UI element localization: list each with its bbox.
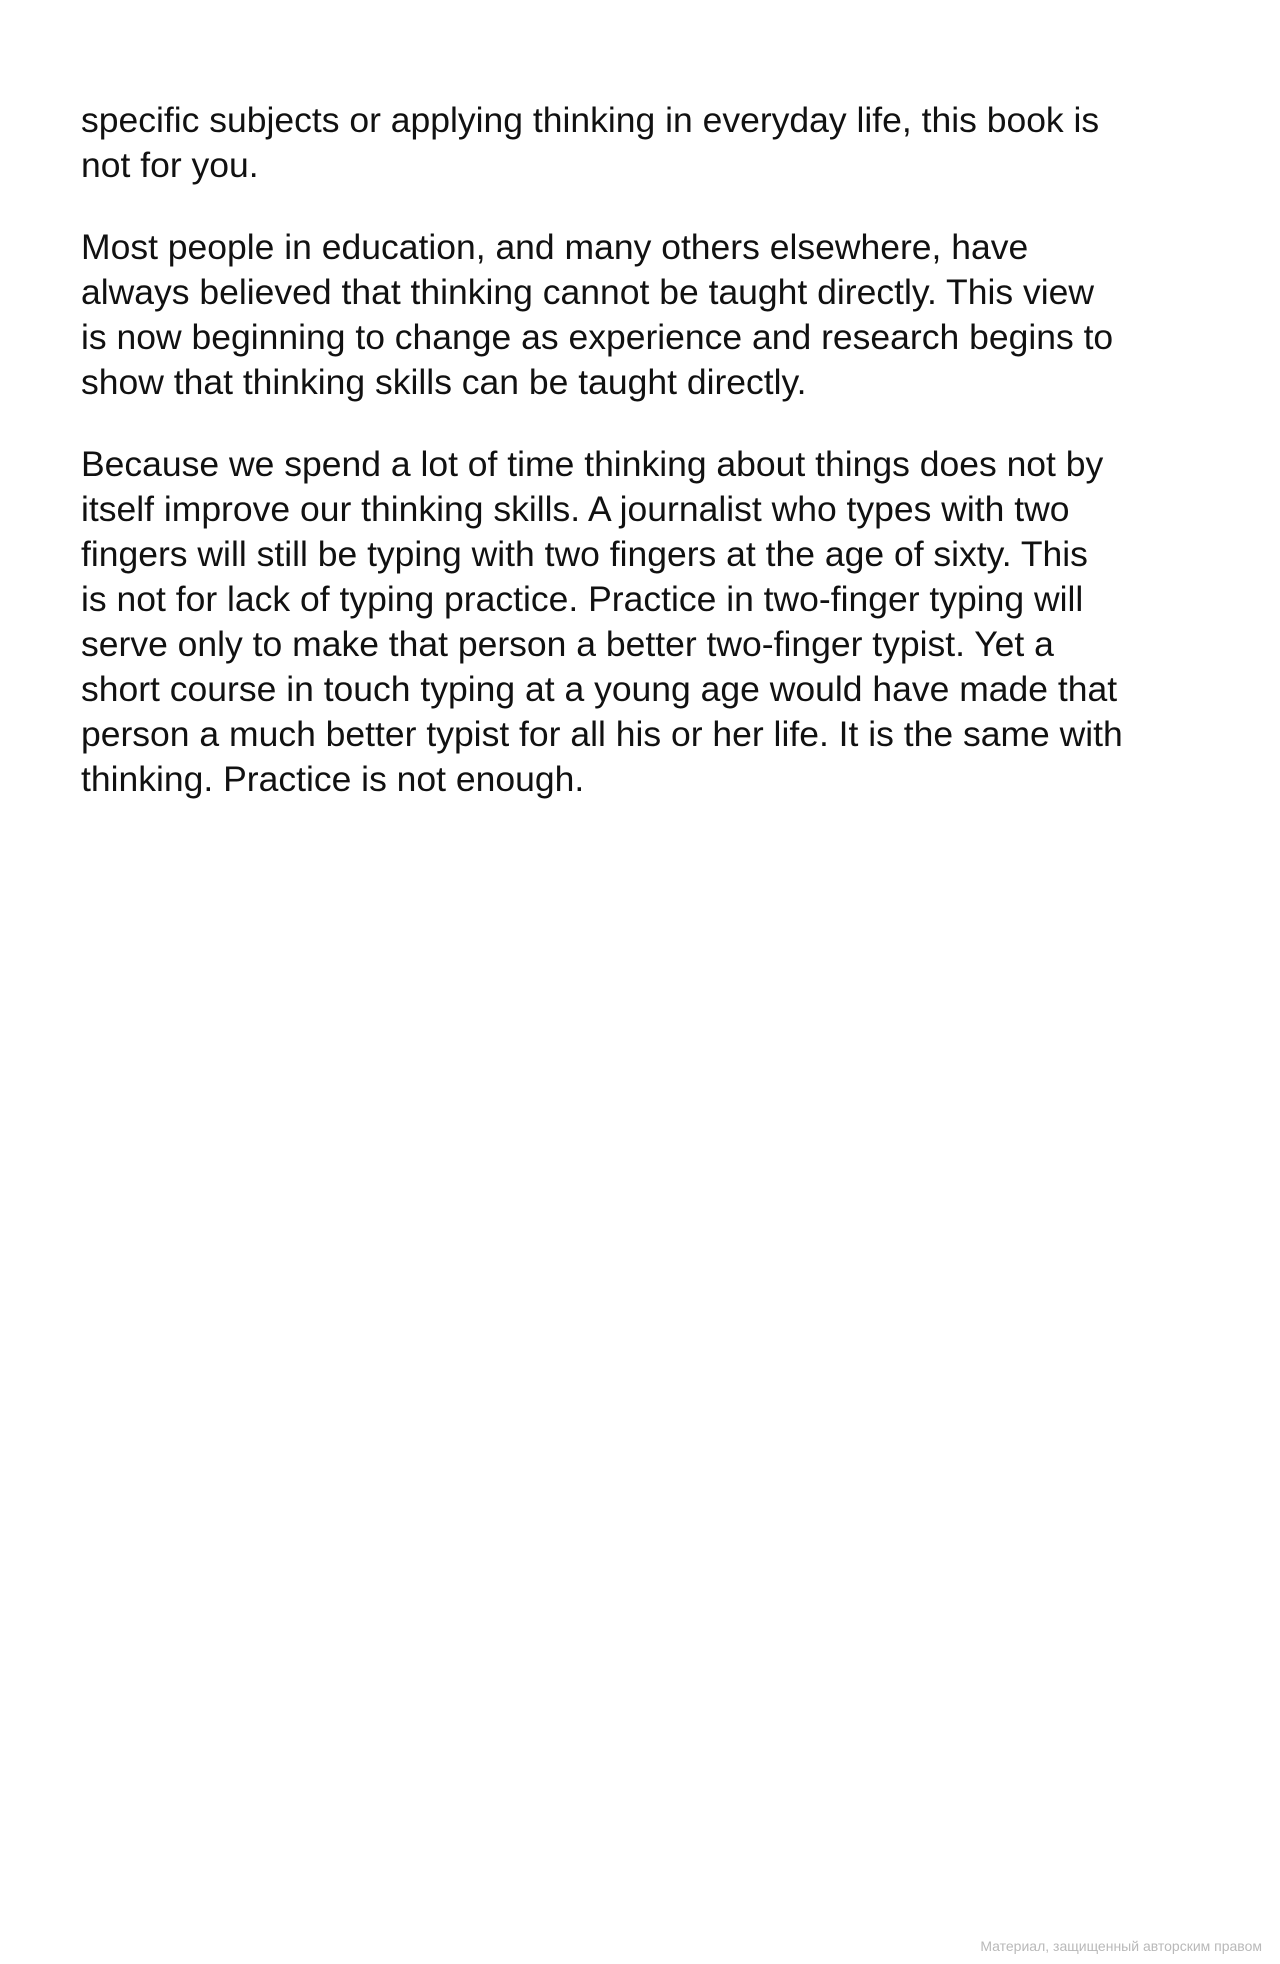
text-line: short course in touch typing at a young age would have made that [81,669,1118,709]
text-line: always believed that thinking cannot be taught directly. This view [81,272,1094,312]
text-line: itself improve our thinking skills. A journalist who types with two [81,489,1070,529]
document-page [81,98,1211,839]
paragraph-2 [81,225,1211,405]
text-line: is now beginning to change as experience and research begins to [81,317,1114,357]
text-line: specific subjects or applying thinking in everyday life, this book is [81,100,1100,140]
text-line: Most people in education, and many others elsewhere, have [81,227,1029,267]
text-line: is not for lack of typing practice. Practice in two-finger typing will [81,579,1084,619]
text-line: person a much better typist for all his or her life. It is the same with [81,714,1123,754]
paragraph-3 [81,442,1211,802]
text-line: serve only to make that person a better two-finger typist. Yet a [81,624,1054,664]
text-line: fingers will still be typing with two fingers at the age of sixty. This [81,534,1088,574]
text-line: show that thinking skills can be taught directly. [81,362,807,402]
text-line: Because we spend a lot of time thinking about things does not by [81,444,1104,484]
text-line: not for you. [81,145,259,185]
copyright-watermark: Материал, защищенный авторским правом [980,1938,1262,1954]
paragraph-1 [81,98,1211,188]
text-line: thinking. Practice is not enough. [81,759,585,799]
